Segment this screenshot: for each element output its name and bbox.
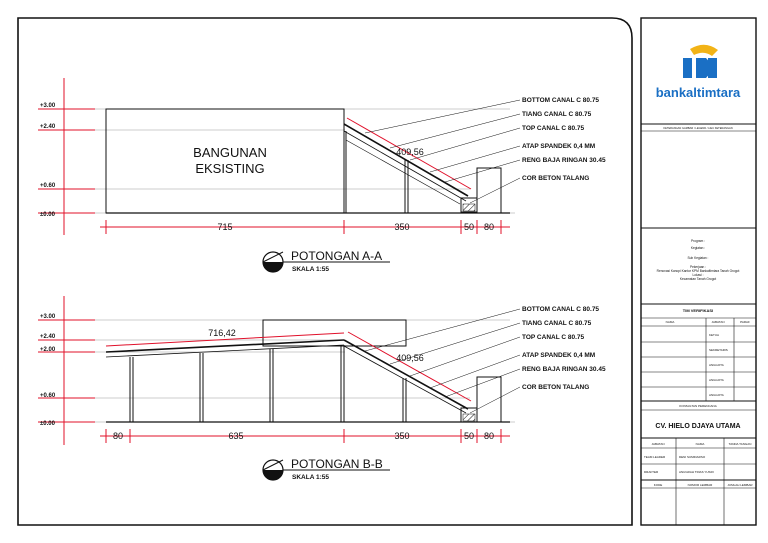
section-title: POTONGAN A-A: [291, 249, 383, 263]
project-line: Kecamatan Tanah Grogot: [679, 277, 717, 281]
consultant-label: KONSULTAN PERENCANA: [679, 404, 717, 408]
sign-header: TANDA TANGAN: [728, 442, 752, 446]
project-line: Kegiatan :: [690, 246, 706, 250]
right-slope-dimension: [348, 332, 471, 401]
dimension-label: 50: [463, 222, 475, 232]
callout-label: ATAP SPANDEK 0,4 MM: [522, 143, 596, 150]
project-line: Program :: [691, 239, 705, 243]
verification-header: NAMA: [665, 320, 675, 324]
legend-header: KETERANGAN GAMBAR / LEGEND / LIEU KETERANGAN: [663, 127, 733, 130]
verification-role: ANGGOTA: [709, 393, 724, 397]
verification-header: PARAF: [740, 320, 750, 324]
leader-line: [410, 128, 520, 160]
leader-line: [430, 146, 520, 172]
gutter-hatch: [463, 204, 475, 211]
callout-label: BOTTOM CANAL C 80.75: [522, 97, 600, 104]
callout-label: TIANG CANAL C 80.75: [522, 320, 592, 327]
sign-name: ANUGRAH TRIAS YUSRI: [679, 470, 714, 474]
verification-role: SEKRETARIS: [709, 348, 728, 352]
callout-label: RENG BAJA RINGAN 30.45: [522, 157, 606, 164]
section-a: [38, 78, 606, 273]
dimension-label: 350: [394, 431, 410, 441]
callout-label: ATAP SPANDEK 0,4 MM: [522, 352, 596, 359]
verification-role: ANGGOTA: [709, 378, 724, 382]
callout-label: TOP CANAL C 80.75: [522, 334, 585, 341]
logo-text: bankaltimtara: [655, 85, 741, 100]
dimension-label: 715: [217, 222, 233, 232]
callout-label: COR BETON TALANG: [522, 384, 590, 391]
title-block: [641, 18, 756, 525]
callout-label: COR BETON TALANG: [522, 175, 590, 182]
dimension-label: 635: [228, 431, 244, 441]
dimension-label: 80: [112, 431, 124, 441]
building-label: EKSISTING: [195, 161, 265, 176]
slope-dim-label: 716,42: [208, 328, 236, 338]
slope-dim-label: 409,56: [396, 147, 424, 157]
level-label: +3.00: [40, 103, 56, 109]
callout-label: TIANG CANAL C 80.75: [522, 111, 592, 118]
level-label: +2.40: [40, 124, 56, 130]
dimension-label: 80: [483, 222, 495, 232]
project-line: Sub Kegiatan :: [687, 256, 709, 260]
project-line: Lokasi :: [692, 273, 704, 277]
leader-line: [390, 114, 520, 148]
sign-header: JABATAN: [651, 442, 665, 446]
canopy-roof: [344, 124, 468, 196]
verification-role: KETUA: [709, 333, 720, 337]
project-line: Renovasi Kanopi Kantor KPM Bankaltimtara Tanah Grogot: [656, 269, 740, 273]
level-label: ±0.00: [40, 421, 55, 427]
level-label: +3.00: [40, 314, 56, 320]
sign-role: DRAFTER: [644, 470, 659, 474]
callout-label: RENG BAJA RINGAN 30.45: [522, 366, 606, 373]
company-name: CV. HIELO DJAYA UTAMA: [655, 423, 741, 430]
leader-line: [365, 100, 520, 133]
leader-line: [445, 160, 520, 182]
dimension-label: 50: [463, 431, 475, 441]
section-scale: SKALA 1:55: [292, 266, 329, 273]
leader-line: [390, 323, 520, 364]
section-title: POTONGAN B-B: [291, 457, 383, 471]
parapet: [477, 168, 501, 213]
section-scale: SKALA 1:55: [292, 474, 329, 481]
level-label: +0.60: [40, 393, 56, 399]
sign-role: TEAM LEADER: [644, 455, 666, 459]
sign-header: NAMA: [695, 442, 705, 446]
gutter-hatch: [463, 414, 475, 421]
level-label: +0.60: [40, 183, 56, 189]
section-b: [38, 296, 606, 481]
slope-dim-label: 409,56: [396, 353, 424, 363]
footer-header: NOMOR LEMBAR: [687, 483, 713, 487]
building-label: BANGUNAN: [193, 145, 267, 160]
level-label: ±0.00: [40, 212, 55, 218]
footer-header: JUMLAH LEMBAR: [727, 483, 753, 487]
verification-title: TIM VERIFIKASI: [682, 308, 714, 313]
level-label: +2.40: [40, 334, 56, 340]
sign-name: DENI SUMIDARSO: [679, 455, 706, 459]
leader-line: [430, 355, 520, 388]
callout-label: TOP CANAL C 80.75: [522, 125, 585, 132]
leader-line: [410, 337, 520, 376]
project-line: Pekerjaan :: [689, 265, 707, 269]
dimension-label: 350: [394, 222, 410, 232]
dimension-label: 80: [483, 431, 495, 441]
verification-role: ANGGOTA: [709, 363, 724, 367]
leader-line: [365, 309, 520, 351]
callout-label: BOTTOM CANAL C 80.75: [522, 306, 600, 313]
level-label: +2.00: [40, 347, 56, 353]
footer-header: KODE: [653, 483, 663, 487]
existing-building: [263, 320, 406, 346]
verification-header: JABATAN: [711, 320, 725, 324]
